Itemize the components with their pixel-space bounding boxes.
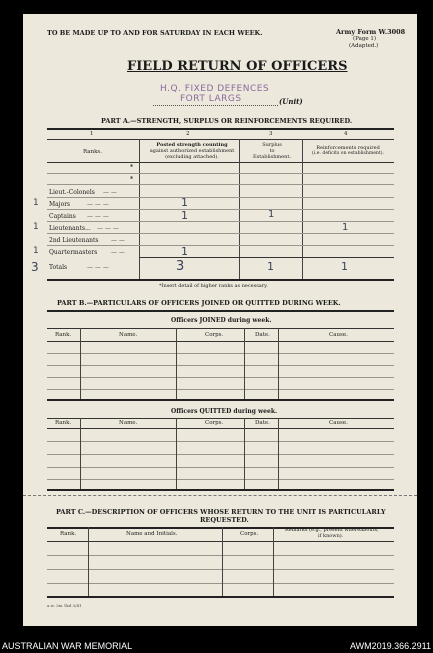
part-c-col-name: Name and Initials. — [126, 531, 178, 537]
joined-col-line — [244, 328, 245, 399]
top-instruction: TO BE MADE UP TO AND FOR SATURDAY IN EACH WEEK. — [47, 29, 263, 37]
rank-cell: Quartermasters — [49, 249, 98, 256]
joined-title: Officers JOINED during week. — [171, 317, 272, 324]
unit-stamp-line1: H.Q. FIXED DEFENCES — [160, 84, 270, 94]
table-row — [23, 234, 417, 245]
footer-accession: AWM2019.366.2911 — [349, 641, 431, 651]
quitted-bottom-rule — [47, 489, 394, 491]
joined-row-rule — [47, 377, 394, 378]
col-header-surplus-3: Establishment. — [253, 154, 291, 160]
part-a-bottom-rule — [47, 279, 394, 281]
rank-cell: Captains — [49, 213, 76, 220]
part-a-top-rule — [47, 128, 394, 130]
part-c-col-line — [88, 527, 89, 596]
col-header-surplus-1: Surplus — [262, 142, 282, 148]
part-c-row-rule — [47, 583, 394, 584]
part-c-col-rank: Rank. — [60, 531, 77, 537]
posted-cell: 1 — [181, 196, 188, 209]
margin-count: 1 — [33, 198, 39, 208]
part-c-col-corps: Corps. — [240, 531, 259, 537]
leader-dots: — — — [111, 237, 125, 244]
quitted-header-rule — [47, 428, 394, 429]
part-a-footnote: *Insert detail of higher ranks as necessary. — [159, 283, 268, 289]
col-number-2: 2 — [186, 131, 190, 137]
table-row — [23, 259, 417, 279]
part-c-row-rule — [47, 555, 394, 556]
rank-cell: Lieutenants... — [49, 225, 91, 232]
leader-dots: — — — — [97, 225, 119, 232]
quitted-row-rule — [47, 454, 394, 455]
table-row — [23, 174, 417, 185]
part-c-heading-2: REQUESTED. — [200, 516, 249, 524]
part-c-row-rule — [47, 569, 394, 570]
margin-count: 1 — [33, 246, 39, 256]
rank-cell: Lieut.-Colonels — [49, 189, 95, 196]
rank-cell: Totals — [49, 264, 68, 271]
joined-col-corps: Corps. — [205, 332, 224, 338]
table-row — [23, 210, 417, 221]
form-page — [23, 14, 417, 626]
printer-mark: a.w. 3m 1kd 3/41 — [47, 603, 82, 608]
totals-top-rule — [139, 257, 394, 258]
surplus-total: 1 — [267, 260, 274, 273]
col-header-posted-1: Posted strength counting — [156, 142, 228, 148]
col-number-4: 4 — [344, 131, 348, 137]
reinf-total: 1 — [341, 260, 348, 273]
joined-row-rule — [47, 365, 394, 366]
leader-dots: — — — [111, 249, 125, 256]
part-b-heading: PART B.—PARTICULARS OF OFFICERS JOINED OR QUITTED DURING WEEK. — [57, 299, 341, 307]
quitted-col-line — [244, 418, 245, 489]
part-c-header-rule — [47, 541, 394, 542]
quitted-col-line — [176, 418, 177, 489]
col-header-ranks: Ranks. — [83, 149, 102, 155]
quitted-col-line — [80, 418, 81, 489]
col-header-posted-3: (excluding attached). — [165, 154, 219, 160]
footer-credit: AUSTRALIAN WAR MEMORIAL — [2, 641, 133, 651]
surplus-cell: 1 — [268, 209, 275, 220]
col-header-posted-2: against authorized establishment — [149, 148, 235, 154]
reinf-cell: 1 — [342, 222, 349, 233]
joined-col-name: Name. — [119, 332, 138, 338]
joined-title-rule — [47, 328, 394, 329]
joined-bottom-rule — [47, 399, 394, 401]
margin-count-total: 3 — [31, 260, 39, 274]
unit-underline — [153, 105, 278, 106]
part-c-col-line — [273, 527, 274, 596]
posted-cell: 1 — [181, 245, 188, 258]
joined-row-rule — [47, 389, 394, 390]
fold-line — [23, 495, 417, 496]
rank-cell: * — [130, 176, 134, 183]
table-row — [23, 246, 417, 257]
joined-row-rule — [47, 353, 394, 354]
rank-cell: * — [130, 164, 134, 171]
table-row — [23, 163, 417, 174]
col-header-reinf-1: Reinforcements required — [316, 145, 380, 151]
footer-bar — [0, 638, 433, 653]
leader-dots: — — — — [87, 264, 109, 271]
form-ref-line3: (Adapted.) — [349, 43, 379, 49]
leader-dots: — — — — [87, 201, 109, 208]
quitted-row-rule — [47, 479, 394, 480]
margin-count: 1 — [33, 222, 39, 232]
quitted-col-line — [278, 418, 279, 489]
form-ref-line1: Army Form W.3008 — [336, 28, 406, 36]
quitted-col-name: Name. — [119, 420, 138, 426]
part-c-bottom-rule — [47, 596, 394, 598]
quitted-col-date: Date. — [255, 420, 270, 426]
quitted-col-corps: Corps. — [205, 420, 224, 426]
part-c-heading-1: PART C.—DESCRIPTION OF OFFICERS WHOSE RETURN TO THE UNIT IS PARTICULARLY — [56, 508, 386, 516]
posted-cell: 1 — [181, 209, 188, 222]
part-c-col-remarks-1: Remarks (e.g., present whereabouts, — [285, 527, 379, 533]
col-header-reinf-2: (i.e. deficits on establishment). — [312, 151, 384, 156]
table-row — [23, 222, 417, 233]
unit-stamp-line2: FORT LARGS — [180, 94, 242, 104]
joined-col-cause: Cause. — [329, 332, 348, 338]
rank-cell: Majors — [49, 201, 71, 208]
quitted-row-rule — [47, 467, 394, 468]
part-a-heading: PART A.—STRENGTH, SURPLUS OR REINFORCEMENTS REQUIRED. — [101, 117, 353, 125]
table-row — [23, 198, 417, 209]
form-ref-line2: (Page 1) — [353, 36, 377, 42]
quitted-col-cause: Cause. — [329, 420, 348, 426]
quitted-col-rank: Rank. — [55, 420, 72, 426]
part-b-top-rule — [47, 310, 394, 312]
col-number-rule — [47, 139, 394, 140]
leader-dots: — — — — [87, 213, 109, 220]
rank-cell: 2nd Lieutenants — [49, 237, 99, 244]
col-number-1: 1 — [90, 131, 94, 137]
joined-header-rule — [47, 341, 394, 342]
part-c-col-line — [222, 527, 223, 596]
col-header-surplus-2: to — [269, 148, 275, 154]
leader-dots: — — — [103, 189, 117, 196]
col-number-3: 3 — [269, 131, 273, 137]
joined-col-line — [278, 328, 279, 399]
row-rule — [47, 184, 394, 185]
form-title: FIELD RETURN OF OFFICERS — [127, 59, 348, 74]
part-c-col-remarks-2: if known). — [318, 533, 344, 539]
joined-col-line — [176, 328, 177, 399]
table-row — [23, 186, 417, 197]
unit-label: (Unit) — [279, 97, 303, 106]
quitted-title-rule — [47, 418, 394, 419]
posted-total: 3 — [176, 259, 185, 274]
joined-col-line — [80, 328, 81, 399]
joined-col-date: Date. — [255, 332, 270, 338]
quitted-title: Officers QUITTED during week. — [171, 408, 278, 415]
joined-col-rank: Rank. — [55, 332, 72, 338]
quitted-row-rule — [47, 441, 394, 442]
